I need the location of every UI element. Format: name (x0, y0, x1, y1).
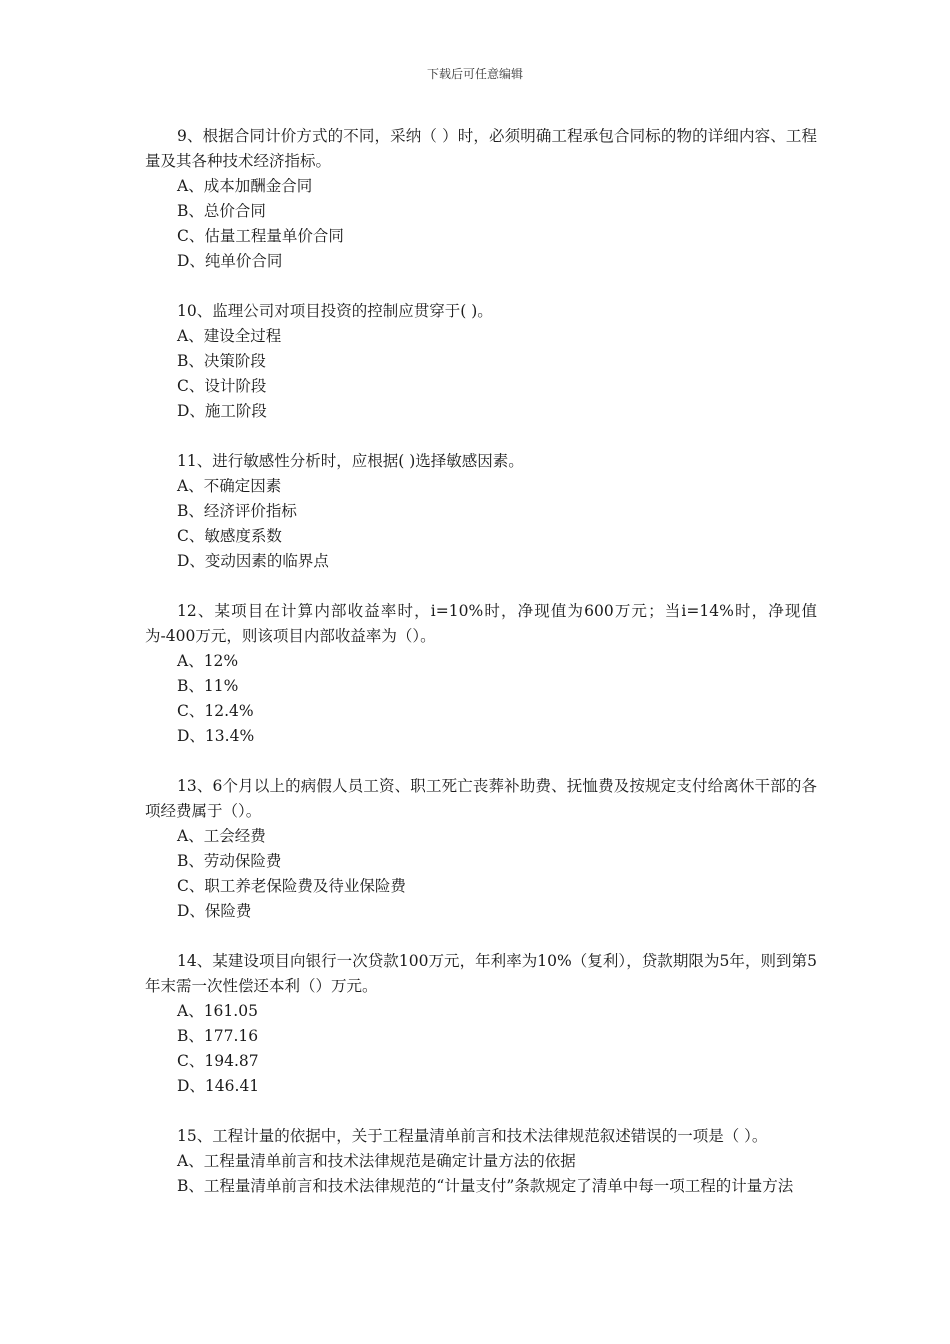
option-c: C、12.4% (177, 702, 254, 720)
question-stem: 13、6个月以上的病假人员工资、职工死亡丧葬补助费、抚恤费及按规定支付给离休干部的各项经费属于（）。 (145, 777, 817, 820)
option-c: C、敏感度系数 (177, 527, 282, 545)
option-b: B、经济评价指标 (177, 502, 297, 520)
question-stem: 14、某建设项目向银行一次贷款100万元，年利率为10%（复利），贷款期限为5年，则到第5年末需一次性偿还本利（）万元。 (145, 952, 817, 995)
option-a: A、建设全过程 (177, 327, 282, 345)
question-stem: 9、根据合同计价方式的不同，采纳（ ）时，必须明确工程承包合同标的物的详细内容、工程量及其各种技术经济指标。 (145, 127, 817, 170)
question-12 (145, 599, 817, 749)
option-a: A、工程量清单前言和技术法律规范是确定计量方法的依据 (177, 1152, 576, 1170)
option-b: B、决策阶段 (177, 352, 266, 370)
option-c: C、194.87 (177, 1052, 259, 1070)
question-13 (145, 774, 817, 924)
option-a: A、161.05 (177, 1002, 258, 1020)
option-b: B、总价合同 (177, 202, 266, 220)
option-c: C、估量工程量单价合同 (177, 227, 344, 245)
question-stem: 15、工程计量的依据中，关于工程量清单前言和技术法律规范叙述错误的一项是（ ）。 (177, 1127, 768, 1145)
question-14 (145, 949, 817, 1099)
option-d: D、纯单价合同 (177, 252, 283, 270)
question-11 (145, 449, 817, 574)
option-d: D、施工阶段 (177, 402, 267, 420)
question-stem: 12、某项目在计算内部收益率时，i=10%时，净现值为600万元；当i=14%时，净现值为-400万元，则该项目内部收益率为（）。 (145, 602, 817, 645)
question-stem: 10、监理公司对项目投资的控制应贯穿于( )。 (177, 302, 493, 320)
option-b: B、177.16 (177, 1027, 259, 1045)
option-b: B、工程量清单前言和技术法律规范的“计量支付”条款规定了清单中每一项工程的计量方法 (177, 1177, 794, 1195)
document-body (145, 124, 817, 1199)
option-b: B、劳动保险费 (177, 852, 282, 870)
option-d: D、保险费 (177, 902, 252, 920)
option-d: D、146.41 (177, 1077, 260, 1095)
page-header: 下载后可任意编辑 (426, 67, 523, 81)
option-d: D、变动因素的临界点 (177, 552, 329, 570)
question-stem: 11、进行敏感性分析时，应根据( )选择敏感因素。 (177, 452, 524, 470)
option-a: A、成本加酬金合同 (177, 177, 313, 195)
question-15 (145, 1124, 817, 1199)
option-b: B、11% (177, 677, 239, 695)
question-9 (145, 124, 817, 274)
option-c: C、设计阶段 (177, 377, 267, 395)
option-a: A、工会经费 (177, 827, 266, 845)
option-a: A、12% (177, 652, 239, 670)
option-c: C、职工养老保险费及待业保险费 (177, 877, 406, 895)
option-a: A、不确定因素 (177, 477, 282, 495)
option-d: D、13.4% (177, 727, 255, 745)
question-10 (145, 299, 817, 424)
